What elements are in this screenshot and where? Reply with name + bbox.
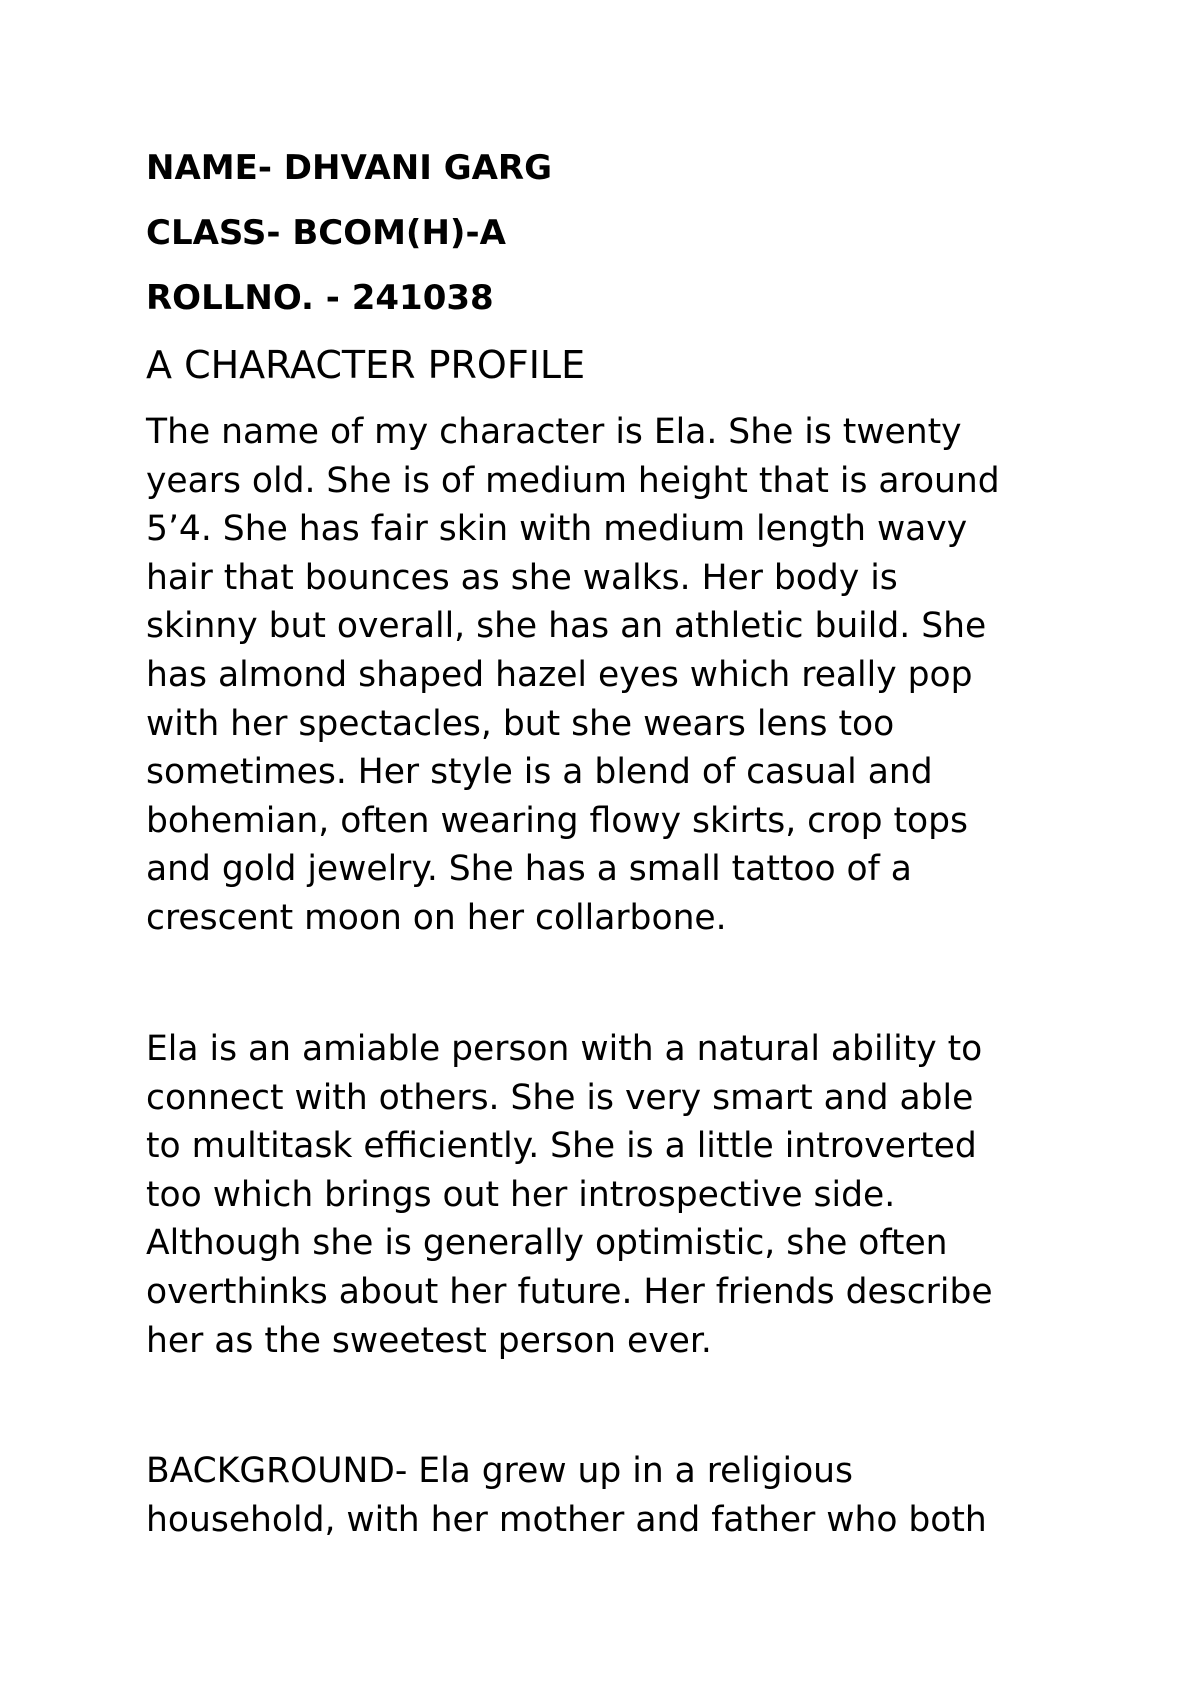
text-line: 5’4. She has fair skin with medium length wavy bbox=[146, 509, 968, 550]
text-line: years old. She is of medium height that is around bbox=[146, 460, 1000, 501]
text-line: BACKGROUND- Ela grew up in a religious bbox=[146, 1451, 854, 1491]
student-name: NAME- DHVANI GARG bbox=[146, 148, 553, 188]
text-line: has almond shaped hazel eyes which really pop bbox=[146, 654, 973, 695]
text-line: to multitask efficiently. She is a little introverted bbox=[146, 1126, 977, 1167]
text-line: hair that bounces as she walks. Her body is bbox=[146, 557, 898, 598]
paragraph-appearance bbox=[146, 408, 1000, 943]
paragraph-background bbox=[146, 1447, 987, 1544]
text-line: connect with others. She is very smart and able bbox=[146, 1077, 974, 1118]
text-line: sometimes. Her style is a blend of casual and bbox=[146, 752, 933, 793]
text-line: crescent moon on her collarbone. bbox=[146, 897, 727, 938]
text-line: too which brings out her introspective side. bbox=[146, 1174, 896, 1215]
text-line: Ela is an amiable person with a natural ability to bbox=[146, 1029, 983, 1069]
roll-number: ROLLNO. - 241038 bbox=[146, 278, 494, 318]
text-line: The name of my character is Ela. She is twenty bbox=[146, 412, 962, 452]
text-line: Although she is generally optimistic, she often bbox=[146, 1223, 948, 1264]
text-line: her as the sweetest person ever. bbox=[146, 1320, 712, 1361]
text-line: skinny but overall, she has an athletic build. She bbox=[146, 606, 987, 647]
student-class: CLASS- BCOM(H)-A bbox=[146, 213, 506, 253]
text-line: and gold jewelry. She has a small tattoo of a bbox=[146, 849, 912, 890]
document-title: A CHARACTER PROFILE bbox=[146, 343, 586, 387]
text-line: household, with her mother and father who both bbox=[146, 1499, 987, 1540]
text-line: overthinks about her future. Her friends describe bbox=[146, 1271, 993, 1312]
paragraph-personality bbox=[146, 1025, 993, 1365]
text-line: bohemian, often wearing flowy skirts, crop tops bbox=[146, 800, 969, 841]
text-line: with her spectacles, but she wears lens too bbox=[146, 703, 895, 744]
